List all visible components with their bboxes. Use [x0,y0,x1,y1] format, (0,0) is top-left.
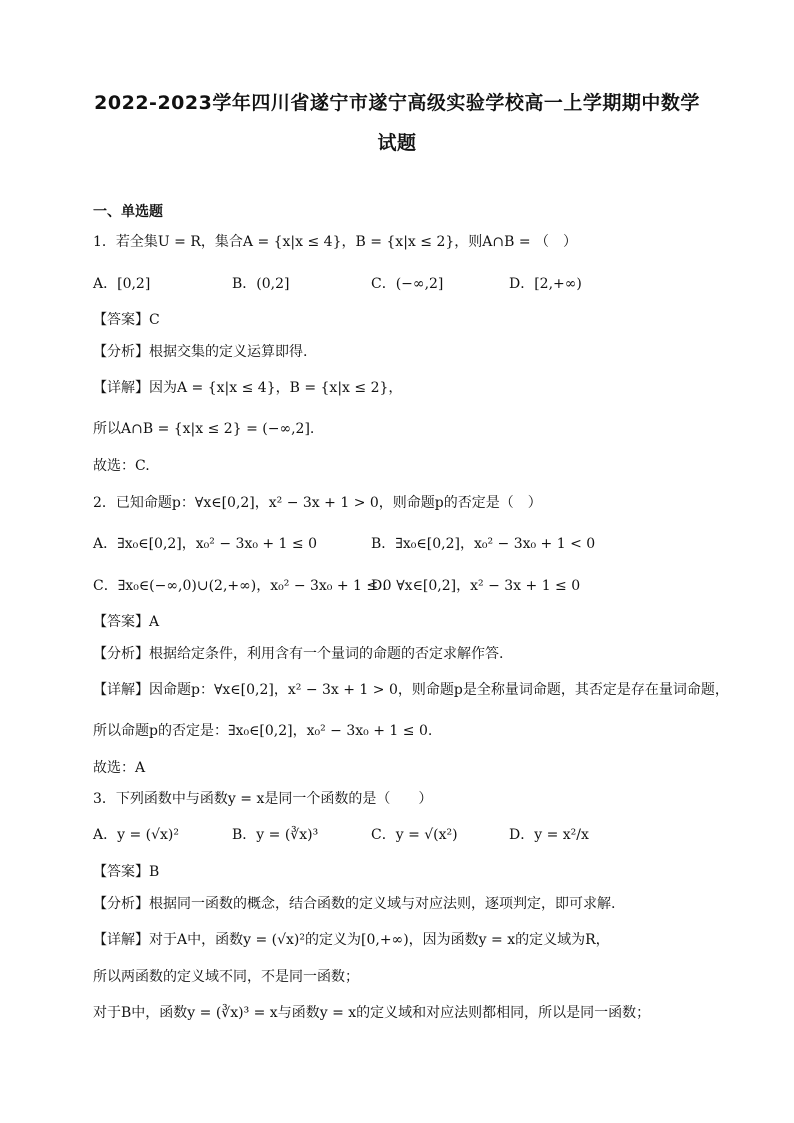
question-1-stem: 1．若全集U = R，集合A = {x|x ≤ 4}，B = {x|x ≤ 2}，则A∩B = （ ） [93,234,578,250]
q1-analysis: 【分析】根据交集的定义运算即得. [93,344,308,360]
section-heading: 一、单选题 [93,204,163,220]
page-title: 2022-2023学年四川省遂宁市遂宁高级实验学校高一上学期期中数学 [94,92,700,114]
q3-analysis: 【分析】根据同一函数的概念，结合函数的定义域与对应法则，逐项判定，即可求解. [93,896,616,912]
q1-option-c: C．(−∞,2] [371,276,444,292]
question-2-stem: 2．已知命题p：∀x∈[0,2]，x² − 3x + 1 > 0，则命题p的否定是（ ） [93,495,542,511]
q2-option-d: D．∀x∈[0,2]，x² − 3x + 1 ≤ 0 [371,578,581,594]
q2-choice: 故选：A [93,760,146,776]
q1-option-a: A．[0,2] [93,276,151,292]
q1-option-b: B．(0,2] [232,276,290,292]
q2-option-c: C．∃x₀∈(−∞,0)∪(2,+∞)，x₀² − 3x₀ + 1 ≤ 0 [93,578,392,594]
q1-option-d: D．[2,+∞) [509,276,582,292]
q3-option-d: D．y = x²/x [509,827,589,843]
q1-derivation: 所以A∩B = {x|x ≤ 2} = (−∞,2]. [93,421,315,437]
q3-option-b: B．y = (∛x)³ [232,827,319,843]
q2-option-b: B．∃x₀∈[0,2]，x₀² − 3x₀ + 1 < 0 [371,536,596,552]
page-title-line2: 试题 [377,132,417,154]
q3-detail: 【详解】对于A中，函数y = (√x)²的定义为[0,+∞)，因为函数y = x的定义域为R， [93,932,610,948]
q1-choice: 故选：C. [93,458,150,474]
q3-option-b-analysis: 对于B中，函数y = (∛x)³ = x与函数y = x的定义域和对应法则都相同，所以是同一函数； [93,1005,651,1021]
q1-detail: 【详解】因为A = {x|x ≤ 4}，B = {x|x ≤ 2}， [93,380,403,396]
q3-option-c: C．y = √(x²) [371,827,458,843]
question-3-stem: 3．下列函数中与函数y = x是同一个函数的是（ ） [93,791,433,807]
q1-answer: 【答案】C [93,312,160,328]
q3-option-a: A．y = (√x)² [93,827,180,843]
q2-detail: 【详解】因命题p：∀x∈[0,2]，x² − 3x + 1 > 0，则命题p是全称量词命题，其否定是存在量词命题， [93,682,729,698]
q2-derivation: 所以命题p的否定是：∃x₀∈[0,2]，x₀² − 3x₀ + 1 ≤ 0. [93,723,433,739]
q3-answer: 【答案】B [93,864,160,880]
q2-answer: 【答案】A [93,614,160,630]
q3-derivation: 所以两函数的定义域不同，不是同一函数； [93,969,359,985]
q2-analysis: 【分析】根据给定条件，利用含有一个量词的命题的否定求解作答. [93,646,504,662]
q2-option-a: A．∃x₀∈[0,2]，x₀² − 3x₀ + 1 ≤ 0 [93,536,318,552]
